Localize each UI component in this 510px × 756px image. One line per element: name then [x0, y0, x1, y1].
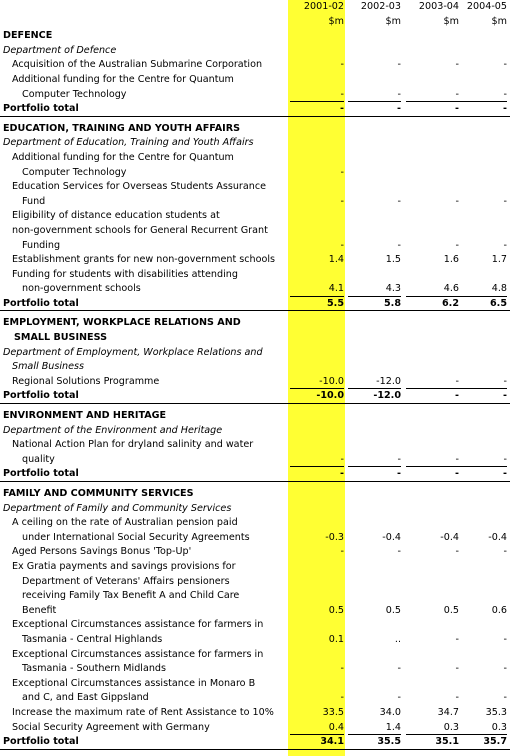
value-cell-2003-04: -	[455, 103, 459, 115]
value-cell-2004-05: 1.7	[491, 254, 507, 266]
table-row	[0, 545, 510, 560]
value-cell-2004-05: -	[503, 468, 507, 480]
table-row	[0, 375, 510, 390]
measure-label: Exceptional Circumstances assistance for farmers in	[12, 619, 264, 631]
value-cell-2001-02: -	[340, 468, 344, 480]
department-heading-row	[0, 44, 510, 59]
value-cell-2004-05: -	[503, 103, 507, 115]
value-cell-2003-04: -	[455, 88, 459, 100]
value-cell-2004-05: 35.3	[485, 706, 507, 718]
table-row	[0, 88, 510, 103]
department-name: Department of Employment, Workplace Relations and	[3, 346, 263, 358]
measure-label: non-government schools	[22, 283, 141, 295]
table-row	[0, 589, 510, 604]
measure-label: National Action Plan for dryland salinity and water	[12, 439, 254, 451]
portfolio-heading-row	[0, 409, 510, 424]
table-row	[0, 224, 510, 239]
value-cell-2004-05: -	[503, 692, 507, 704]
measure-label: Increase the maximum rate of Rent Assistance to 10%	[12, 706, 274, 718]
table-row	[0, 706, 510, 721]
portfolio-total-label: Portfolio total	[3, 297, 79, 309]
value-cell-2004-05: -	[503, 453, 507, 465]
portfolio-heading: FAMILY AND COMMUNITY SERVICES	[3, 488, 194, 499]
value-cell-2003-04: -	[455, 663, 459, 675]
value-cell-2004-05: -	[503, 88, 507, 100]
unit-header-2003-04: $m	[443, 15, 459, 27]
table-row	[0, 560, 510, 575]
value-cell-2002-03: 34.0	[379, 706, 401, 718]
header-years-row	[0, 0, 510, 15]
value-cell-2003-04: -	[455, 468, 459, 480]
table-row	[0, 516, 510, 531]
measure-label: Computer Technology	[22, 166, 127, 178]
value-cell-2001-02: -	[340, 88, 344, 100]
value-cell-2004-05: -	[503, 390, 507, 402]
value-cell-2001-02: -10.0	[316, 390, 344, 402]
value-cell-2002-03: -	[397, 546, 401, 558]
value-cell-2002-03: -	[397, 59, 401, 71]
value-cell-2002-03: -	[397, 88, 401, 100]
portfolio-heading: DEFENCE	[3, 30, 53, 42]
department-heading-row	[0, 346, 510, 361]
measure-label: Benefit	[22, 604, 57, 616]
table-row	[0, 648, 510, 663]
table-row	[0, 151, 510, 166]
table-row	[0, 180, 510, 195]
measure-label: Ex Gratia payments and savings provisions for	[12, 560, 236, 572]
value-cell-2002-03: 5.8	[384, 297, 401, 309]
value-cell-2001-02: -	[340, 453, 344, 465]
value-cell-2004-05: -	[503, 633, 507, 645]
value-cell-2001-02: 0.5	[328, 604, 344, 616]
unit-header-2002-03: $m	[385, 15, 401, 27]
unit-header-2001-02: $m	[328, 15, 344, 27]
table-row	[0, 253, 510, 268]
value-cell-2003-04: -	[455, 633, 459, 645]
table-row	[0, 604, 510, 619]
value-cell-2001-02: -10.0	[319, 375, 344, 387]
measure-label: Exceptional Circumstances assistance for farmers in	[12, 648, 264, 660]
portfolio-total-row	[0, 735, 510, 750]
measure-label: Additional funding for the Centre for Quantum	[12, 73, 234, 85]
measure-label: Funding for students with disabilities attending	[12, 268, 238, 280]
value-cell-2002-03: -	[397, 103, 401, 115]
value-cell-2003-04: -0.4	[440, 531, 459, 543]
department-heading-row	[0, 424, 510, 439]
table-row	[0, 531, 510, 546]
value-cell-2003-04: 35.1	[435, 736, 459, 748]
value-cell-2003-04: -	[455, 546, 459, 558]
portfolio-heading-row	[0, 122, 510, 137]
department-name: Small Business	[12, 361, 84, 373]
value-cell-2004-05: -	[503, 195, 507, 207]
value-cell-2001-02: 5.5	[327, 297, 344, 309]
value-cell-2002-03: -0.4	[382, 531, 401, 543]
measure-label: under International Social Security Agreements	[22, 531, 250, 543]
value-cell-2003-04: -	[455, 59, 459, 71]
table-body	[0, 29, 510, 750]
measure-label: A ceiling on the rate of Australian pension paid	[12, 517, 238, 529]
measure-label: and C, and East Gippsland	[22, 692, 149, 704]
measure-label: Tasmania - Central Highlands	[22, 633, 163, 645]
value-cell-2002-03: -	[397, 195, 401, 207]
department-heading-row	[0, 360, 510, 375]
value-cell-2004-05: -	[503, 375, 507, 387]
portfolio-total-label: Portfolio total	[3, 736, 79, 748]
section-rule	[0, 749, 510, 750]
table-row	[0, 268, 510, 283]
portfolio-total-row	[0, 297, 510, 312]
measure-label: Aged Persons Savings Bonus 'Top-Up'	[12, 546, 192, 558]
year-header-2003-04: 2003-04	[418, 1, 459, 12]
portfolio-heading: SMALL BUSINESS	[14, 332, 108, 344]
year-header-2004-05: 2004-05	[466, 1, 507, 12]
value-cell-2003-04: -	[455, 692, 459, 704]
measure-label: Computer Technology	[22, 88, 127, 100]
value-cell-2002-03: ..	[394, 633, 401, 645]
value-cell-2004-05: 0.6	[491, 604, 507, 616]
table-row	[0, 691, 510, 706]
value-cell-2001-02: -0.3	[325, 531, 344, 543]
value-cell-2003-04: 6.2	[442, 297, 459, 309]
value-cell-2004-05: -	[503, 663, 507, 675]
value-cell-2003-04: -	[455, 453, 459, 465]
table-row	[0, 438, 510, 453]
table-row	[0, 453, 510, 468]
value-cell-2001-02: -	[340, 239, 344, 251]
value-cell-2001-02: -	[340, 166, 344, 178]
value-cell-2001-02: 0.4	[328, 721, 344, 733]
table-row	[0, 721, 510, 736]
department-heading-row	[0, 136, 510, 151]
value-cell-2003-04: -	[455, 195, 459, 207]
measure-label: Exceptional Circumstances assistance in Monaro B	[12, 677, 256, 689]
value-cell-2002-03: 35.5	[377, 736, 401, 748]
measure-label: Additional funding for the Centre for Quantum	[12, 151, 234, 163]
table-row	[0, 282, 510, 297]
department-name: Department of the Environment and Heritage	[3, 424, 223, 436]
table-row	[0, 73, 510, 88]
value-cell-2001-02: -	[340, 103, 344, 115]
measure-label: Social Security Agreement with Germany	[12, 721, 210, 733]
measure-label: non-government schools for General Recurrent Grant	[12, 224, 268, 236]
measure-label: Establishment grants for new non-government schools	[12, 254, 276, 266]
value-cell-2001-02: -	[340, 692, 344, 704]
portfolio-heading-row	[0, 316, 510, 331]
value-cell-2001-02: -	[340, 195, 344, 207]
unit-header-2004-05: $m	[491, 15, 507, 27]
value-cell-2002-03: 0.5	[385, 604, 401, 616]
portfolio-total-row	[0, 467, 510, 482]
portfolio-total-row	[0, 102, 510, 117]
value-cell-2001-02: -	[340, 59, 344, 71]
department-name: Department of Family and Community Services	[3, 502, 232, 514]
value-cell-2002-03: -12.0	[373, 390, 401, 402]
value-cell-2003-04: 4.6	[443, 283, 459, 295]
measure-label: Funding	[22, 239, 61, 251]
value-cell-2003-04: -	[455, 239, 459, 251]
measure-label: Acquisition of the Australian Submarine Corporation	[12, 59, 263, 71]
value-cell-2004-05: 6.5	[490, 297, 507, 309]
table-row	[0, 166, 510, 181]
measure-label: receiving Family Tax Benefit A and Child Care	[22, 590, 240, 602]
value-cell-2004-05: -0.4	[488, 531, 507, 543]
measure-label: Department of Veterans' Affairs pensioners	[22, 575, 230, 587]
value-cell-2001-02: 33.5	[322, 706, 344, 718]
table-row	[0, 209, 510, 224]
value-cell-2002-03: -	[397, 453, 401, 465]
value-cell-2004-05: 0.3	[491, 721, 507, 733]
measure-label: Regional Solutions Programme	[12, 375, 160, 387]
measure-label: Eligibility of distance education students at	[12, 210, 220, 222]
portfolio-total-label: Portfolio total	[3, 390, 79, 402]
portfolio-total-label: Portfolio total	[3, 468, 79, 480]
portfolio-total-label: Portfolio total	[3, 103, 79, 115]
portfolio-heading-row	[0, 29, 510, 44]
portfolio-heading: ENVIRONMENT AND HERITAGE	[3, 410, 167, 422]
year-header-2001-02: 2001-02	[303, 1, 344, 12]
measure-label: quality	[22, 453, 55, 465]
value-cell-2004-05: -	[503, 239, 507, 251]
portfolio-total-row	[0, 389, 510, 404]
value-cell-2001-02: 4.1	[328, 283, 344, 295]
table-row	[0, 58, 510, 73]
value-cell-2001-02: 0.1	[328, 633, 344, 645]
table-row	[0, 662, 510, 677]
value-cell-2004-05: -	[503, 546, 507, 558]
value-cell-2002-03: 1.4	[385, 721, 401, 733]
table-row	[0, 633, 510, 648]
value-cell-2002-03: -	[397, 468, 401, 480]
department-name: Department of Education, Training and Youth Affairs	[3, 137, 254, 149]
value-cell-2003-04: 0.5	[443, 604, 459, 616]
value-cell-2001-02: -	[340, 663, 344, 675]
measure-label: Fund	[22, 195, 46, 207]
value-cell-2003-04: -	[455, 375, 459, 387]
value-cell-2002-03: 1.5	[385, 254, 401, 266]
value-cell-2004-05: -	[503, 59, 507, 71]
portfolio-heading-row	[0, 331, 510, 346]
table-row	[0, 575, 510, 590]
value-cell-2002-03: -	[397, 663, 401, 675]
portfolio-heading: EDUCATION, TRAINING AND YOUTH AFFAIRS	[3, 122, 241, 134]
value-cell-2002-03: -	[397, 692, 401, 704]
table-row	[0, 677, 510, 692]
value-cell-2004-05: 35.7	[483, 736, 507, 748]
value-cell-2003-04: 34.7	[437, 706, 459, 718]
department-name: Department of Defence	[3, 44, 117, 56]
year-header-2002-03: 2002-03	[360, 1, 401, 12]
value-cell-2002-03: -12.0	[376, 375, 401, 387]
department-heading-row	[0, 502, 510, 517]
value-cell-2001-02: 1.4	[328, 254, 344, 266]
value-cell-2003-04: -	[455, 390, 459, 402]
measure-label: Education Services for Overseas Students Assurance	[12, 181, 266, 193]
value-cell-2003-04: 0.3	[443, 721, 459, 733]
value-cell-2002-03: -	[397, 239, 401, 251]
value-cell-2001-02: -	[340, 546, 344, 558]
value-cell-2002-03: 4.3	[385, 283, 401, 295]
measure-label: Tasmania - Southern Midlands	[22, 663, 166, 675]
table-row	[0, 195, 510, 210]
value-cell-2003-04: 1.6	[443, 254, 459, 266]
value-cell-2001-02: 34.1	[320, 736, 344, 748]
table-row	[0, 618, 510, 633]
header-unit-row	[0, 15, 510, 30]
portfolio-heading: EMPLOYMENT, WORKPLACE RELATIONS AND	[3, 317, 241, 329]
portfolio-heading-row	[0, 487, 510, 502]
table-row	[0, 239, 510, 254]
value-cell-2004-05: 4.8	[491, 283, 507, 295]
